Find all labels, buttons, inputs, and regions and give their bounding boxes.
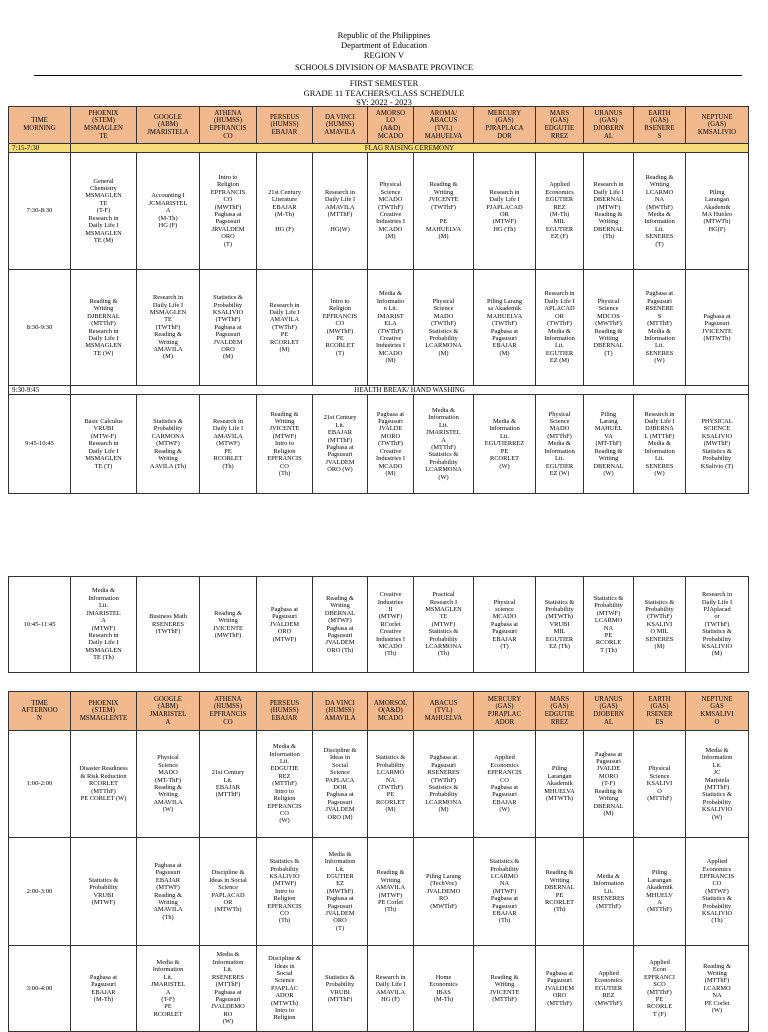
column-header-section: AMORSOL O(A&D) MCADO [368,692,414,731]
schedule-cell: Reading & Writing JVICENTE (MWThF) [200,577,257,673]
morning-header-row [9,107,749,144]
column-header-section: MARS (GAS) EDGUTIE RREZ [536,692,584,731]
schedule-cell: Piling Larang (TechVoc) JVALDEMO RO (MWThF) [414,838,474,946]
schedule-cell: Research in Daily Life I DBERNAL (MTWF) Reading & Writing DBERNAL (Th) [584,153,634,270]
schedule-cell: Statistics & Probability KSALIVIO (TWThF) Pagbasa at Pagsusuri JVALDEM ORO (M) [200,270,257,386]
schedule-cell: Applied Econ EPFRANCI SCO (MTThF) PE RCORLE T (F) [634,946,686,1032]
header-department: Department of Education [341,40,427,50]
schedule-cell: Statistics & Probability VRUBI (MTWF) [71,838,137,946]
schedule-cell: Physical science MCADO Pagbasa at Pagsusuri EBAJAR (T) [474,577,536,673]
schedule-row [9,270,749,386]
schedule-cell: Research in Daily Life I MSMAGLEN TE (TWThF) Reading & Writing AMAVILA (M) [137,270,200,386]
schedule-row [9,153,749,270]
schedule-cell: Piling Larang sa Akademik MAHUELVA (TWThF) Pagbasa at Pagsusuri EBAJAR (M) [474,270,536,386]
schedule-cell: Statistics & Probability (TWThF) KSALIVI O MIL SENERES (M) [634,577,686,673]
time-slot: 10:45-11:45 [9,577,71,673]
schedule-cell: Statistics & Probability KSALIVIO (MTWF) Intro to Religion EPFRANCIS CO (Th) [257,838,313,946]
time-slot: 9:45-10:45 [9,395,71,494]
schedule-cell: Home Economics IBAS (M-Th) [414,946,474,1032]
schedule-cell: Media & Information Lit. RSENERES (MTThF) Pagbasa at Pagsusuri JVALDEMO RO (W) [200,946,257,1032]
header-school-year: SY: 2022 - 2023 [356,97,412,107]
column-header-section: AMORSO LO (A&D) MCADO [368,107,414,144]
schedule-cell: Pagbasa at Pagsusuri JVICENTE (MTWTh) [686,270,749,386]
flag-ceremony-time: 7:15-7:30 [9,144,71,153]
column-header-section: EARTH (GAS) RSENER ES [634,692,686,731]
schedule-row [9,395,749,494]
schedule-cell: Media & Information Lit. RSENERES (MTThF) [584,838,634,946]
schedule-cell: Physical Science MDCOS (MWThF) Reading & Writing DBERNAL (T) [584,270,634,386]
time-slot: 2:00-3:00 [9,838,71,946]
column-header-section: AROMA/ ABACUS (TVL) MAHUELVA [414,107,474,144]
column-header-time: TIME MORNING [9,107,71,144]
schedule-cell: Statistics & Probability (MTWTh) VRUBI MIL EGUTIER EZ (Th) [536,577,584,673]
schedule-cell: Physical Science MADO (TWThF) Statistics & Probability LCARMONA (M) [414,270,474,386]
schedule-cell: Pagbasa at Pagsusuri EBAJAR (M-Th) [71,946,137,1032]
morning-schedule-table [8,106,749,494]
header-title: GRADE 11 TEACHERS/CLASS SCHEDULE [303,88,465,98]
column-header-section: GOOGLE (ABM) JMARISTEL A [137,692,200,731]
schedule-cell: Media & Information Lit. JMARISTEL A (T-F) PE RCORLET [137,946,200,1032]
schedule-cell: Creative Industries II (MTWF) RCorlet Creative Industries I MCADO (Th) [368,577,414,673]
schedule-cell: Piling Larangan Akademik MA Hueleo (MTWTh) HG(F) [686,153,749,270]
schedule-cell: General Chemistry MSMAGLEN TE (T-F) Research in Daily Life I MSMAGLEN TE (M) [71,153,137,270]
column-header-section: MERCURY (GAS) PJRAPLACA DOR [474,107,536,144]
column-header-section: URANUS (GAS) DJOBERN AL [584,692,634,731]
schedule-cell: Research in Daily Life I APLACAD OR (TWThF) Media & Information Lit. EGUTIER EZ (M) [536,270,584,386]
schedule-cell: Pagbasa at Pagsusuri EBAJAR (MTWF) Reading & Writing AMAVILA (Th) [137,838,200,946]
schedule-cell: Piling Larangan Akademik MHUELVA (MTWTh) [536,731,584,838]
schedule-cell: Applied Economics EGUTIER REZ (M-Th) MIL EGUTIER EZ (F) [536,153,584,270]
column-header-section: URANUS (GAS) DJOBERN AL [584,107,634,144]
schedule-cell: Physical Science MADO (MT-ThF) Reading & Writing AMAVILA (W) [137,731,200,838]
schedule-row [9,838,749,946]
schedule-row [9,577,749,673]
schedule-cell: Intro to Religion EPFRANCIS CO (MWThF) Pagbasa at Pagsusuri JRVALDEM ORO (T) [200,153,257,270]
schedule-cell: Discipline & Ideas in Social Science PJAPLAC ADOR (MTWTh) Intro to Religion [257,946,313,1032]
afternoon-header-row [9,692,749,731]
schedule-cell: Applied Economics EGUTIER REZ (MWThF) [584,946,634,1032]
schedule-cell: Intro to Religion EPFRANCIS CO (MWThF) PE RCORLET (T) [313,270,368,386]
column-header-section: ATHENA (HUMSS) EPFRANCIS CO [200,107,257,144]
health-break-label: HEALTH BREAK/ HAND WASHING [71,386,749,395]
schedule-cell: Media & Informatio n Lit. JMARIST ELA (TWThF) Creative Industries I MCADO (M) [368,270,414,386]
schedule-cell: Reading & Writing DBERNAL PE RCORLET (Th) [536,838,584,946]
column-header-section: PERSEUS (HUMSS) EBAJAR [257,692,313,731]
schedule-cell: Media & Information Lit. JC Maristela (MTThF) Statistics & Probability KSALIVIO (W) [686,731,749,838]
schedule-cell: Research in Daily Life I PJAPLACAD OR (MTWF) HG (Th) [474,153,536,270]
column-header-section: NEPTUNE (GAS) KMSALIVIO [686,107,749,144]
column-header-section: MARS (GAS) EDGUTIE RREZ [536,107,584,144]
header-divider [34,75,742,76]
schedule-cell: Business Math RSENERES (TWThF) [137,577,200,673]
schedule-cell: Research in Daily Life I DJBERNA L (MTThF) Media & Information Lit. SENERES (W) [634,395,686,494]
time-slot: 7:30-8:30 [9,153,71,270]
schedule-cell: Media & Information Lit. EGUTIER EZ (MWThF) Pagbasa at Pagsusuri JVALDEM ORO (T) [313,838,368,946]
schedule-cell: Pagbasa at Pagsusuri RSENERES (TWThF) Statistics & Probability LCARMONA (M) [414,731,474,838]
column-header-section: PHOENIX (STEM) MSMAGLENTE [71,692,137,731]
schedule-cell: Research in Daily Life I AMAVILA HG (F) [368,946,414,1032]
column-header-section: PERSEUS (HUMSS) EBAJAR [257,107,313,144]
schedule-cell: 21st Century Literature EBAJAR (M-Th) HG (F) [257,153,313,270]
schedule-cell: Discipline & Ideas in Social Science PAPLACAD OR (MTWTh) [200,838,257,946]
schedule-cell: Statistics & Probability VRUBI (MTThF) [313,946,368,1032]
schedule-cell: Discipline & Ideas in Social Science PAPLACA DOR Pagbasa at Pagsusuri JVALDEM ORO (M) [313,731,368,838]
header-republic: Republic of the Philippines [337,30,431,40]
schedule-row [9,731,749,838]
column-header-section: PHOENIX (STEM) MSMAGLEN TE [71,107,137,144]
schedule-cell: Reading & Writing LCARMO NA (MWThF) Media & Information Lit. SENERES (T) [634,153,686,270]
schedule-cell: Accounting I JCMARISTEL A (M-Th) HG (F) [137,153,200,270]
schedule-cell: Basic Calculus VRUBI (MTW-F) Research in Daily Life I MSMAGLEN TE (T) [71,395,137,494]
schedule-cell: Physical Science MADO (MTThF) Media & Information Lit. EGUTIER EZ (W) [536,395,584,494]
time-slot: 8:30-9:30 [9,270,71,386]
schedule-cell: Media & Information Lit. JMARISTEL A (MTWF) Research in Daily Life I MSMAGLEN TE (Th) [71,577,137,673]
schedule-cell: Applied Economics EPFRANCIS CO (MTWF) Statistics & Probability KSALIVIO (Th) [686,838,749,946]
header-semester: FIRST SEMESTER [349,78,419,88]
schedule-cell: Reading & Writing AMAVILA (MTWF) PE Corlet (Th) [368,838,414,946]
schedule-cell: Statistics & Probability LCARMO NA (MTWF) Pagbasa at Pagsusuri EBAJAR (Th) [474,838,536,946]
schedule-row [9,946,749,1032]
header-region: REGION V [363,50,405,60]
column-header-section: DA VINCI (HUMSS) AMAVILA [313,692,368,731]
schedule-cell: Research in Daily Life I AMAVILA (TWThF) PE RCORLET (M) [257,270,313,386]
header-division: SCHOOLS DIVISION OF MASBATE PROVINCE [294,62,474,72]
schedule-cell: Research in Daily Life I AMAVILA (MTWF) PE RCORLET (Th) [200,395,257,494]
schedule-cell: Piling Larang MAHUEL VA (MT-ThF) Reading & Writing DBERNAL (W) [584,395,634,494]
schedule-cell: Piling Larangan Akademik MHUELV A (MTThF) [634,838,686,946]
schedule-cell: Research in Daily Life I AMAVILA (MTThF) HG(W) [313,153,368,270]
column-header-section: ATHENA (HUMSS) EPFRANCIS CO [200,692,257,731]
health-break-time: 9:30-9:45 [9,386,71,395]
time-slot: 3:00-4:00 [9,946,71,1032]
schedule-cell: Statistics & Probability LCARMO NA (TWThF) PE RCORLET (M) [368,731,414,838]
schedule-cell: PHYSICAL SCIENCE KSALIVIO (MWThF) Statistics & Probability KSalivio (T) [686,395,749,494]
schedule-cell: Pagbasa at Pagsusuri RSENERE S (MTThF) Media & Information Lit. SENERES (W) [634,270,686,386]
schedule-cell: 21st Century Lit. EBAJAR (MTThF) [200,731,257,838]
column-header-section: DA VINCI (HUMSS) AMAVILA [313,107,368,144]
flag-ceremony-label: FLAG RAISING CEREMONY [71,144,749,153]
health-break-row [9,386,749,395]
schedule-cell: Reading & Writing (MTThF) LCARMO NA PE Corlet (W) [686,946,749,1032]
schedule-cell: Disaster Readiness & Risk Reduction RCORLET (MTThF) PE CORLET (W) [71,731,137,838]
schedule-cell: Reading & Writing DJBERNAL (MTThF) Research in Daily Life I MSMAGLEN TE (W) [71,270,137,386]
schedule-cell: Media & Information Lit. EGUTIERREZ PE RCORLET (W) [474,395,536,494]
schedule-cell: Media & Information Lit. EDGUTIE REZ (MTThF) Intro to Religion EPFRANCIS CO (W) [257,731,313,838]
schedule-cell: Practical Research I MSMAGLEN TE (MTWF) Statistics & Probability LCARMONA (Th) [414,577,474,673]
flag-ceremony-row [9,144,749,153]
time-slot: 1:00-2:00 [9,731,71,838]
schedule-cell: 21st Century Lit. EBAJAR (MTThF) Pagbasa at Pagsusuri JVALDEM ORO (W) [313,395,368,494]
schedule-cell: Physical Science KSALIVI O (MTThF) [634,731,686,838]
schedule-cell: Reading & Writing JVICENTE (MTThF) [474,946,536,1032]
schedule-cell: Statistics & Probability CARMONA (MTWF) Reading & Writing AAVILA (Th) [137,395,200,494]
schedule-cell: Applied Economics EPFRANCIS CO Pagbasa at Pagsusuri EBAJAR (W) [474,731,536,838]
column-header-section: MERCURY (GAS) PJRAPLAC ADOR [474,692,536,731]
column-header-section: EARTH (GAS) RSENERE S [634,107,686,144]
schedule-cell: Pagbasa at Pagsusuri JVALDE MORO (T-F) Reading & Writing DBERNAL (M) [584,731,634,838]
column-header-time: TIME AFTERNOO N [9,692,71,731]
column-header-section: ABACUS (TVL) MAHUELVA [414,692,474,731]
schedule-cell: Statistics & Probability (MTWF) LCARMO NA PE RCORLE T (Th) [584,577,634,673]
schedule-cell: Pagbasa at Pagsusuri JVALDE MORO (TWThF) Creative Industries I MCADO (M) [368,395,414,494]
schedule-cell: Pagbasa at Pagsusuri JVALDEM ORO (MTThF) [536,946,584,1032]
schedule-cell: Reading & Writing DBERNAL (MTWF) Pagbasa at Pagsusuri JVALDEM ORO (Th) [313,577,368,673]
afternoon-schedule-table [8,691,749,1032]
late-morning-schedule-table [8,576,749,673]
schedule-cell: Reading & Writing JVICENTE (TWThF) PE MAHUELVA (M) [414,153,474,270]
column-header-section: GOOGLE (ABM) JMARISTELA [137,107,200,144]
schedule-cell: Research in Daily Life I PJAplacad or (TWThF) Statistics & Probability KSALIVIO (M) [686,577,749,673]
schedule-cell: Physical Science MCADO (TWThF) Creative Industries I MCADO (M) [368,153,414,270]
schedule-cell: Pagbasa at Pagsusuri JVALDEM ORO (MTWF) [257,577,313,673]
schedule-cell: Media & Information Lit. JMARISTEL A (MTThF) Statistics & Probability LCARMONA (W) [414,395,474,494]
schedule-cell: Reading & Writing JVICENTE (MTWF) Intro to Religion EPFRANCIS CO (Th) [257,395,313,494]
column-header-section: NEPTUNE GAS KMSALIVI O [686,692,749,731]
